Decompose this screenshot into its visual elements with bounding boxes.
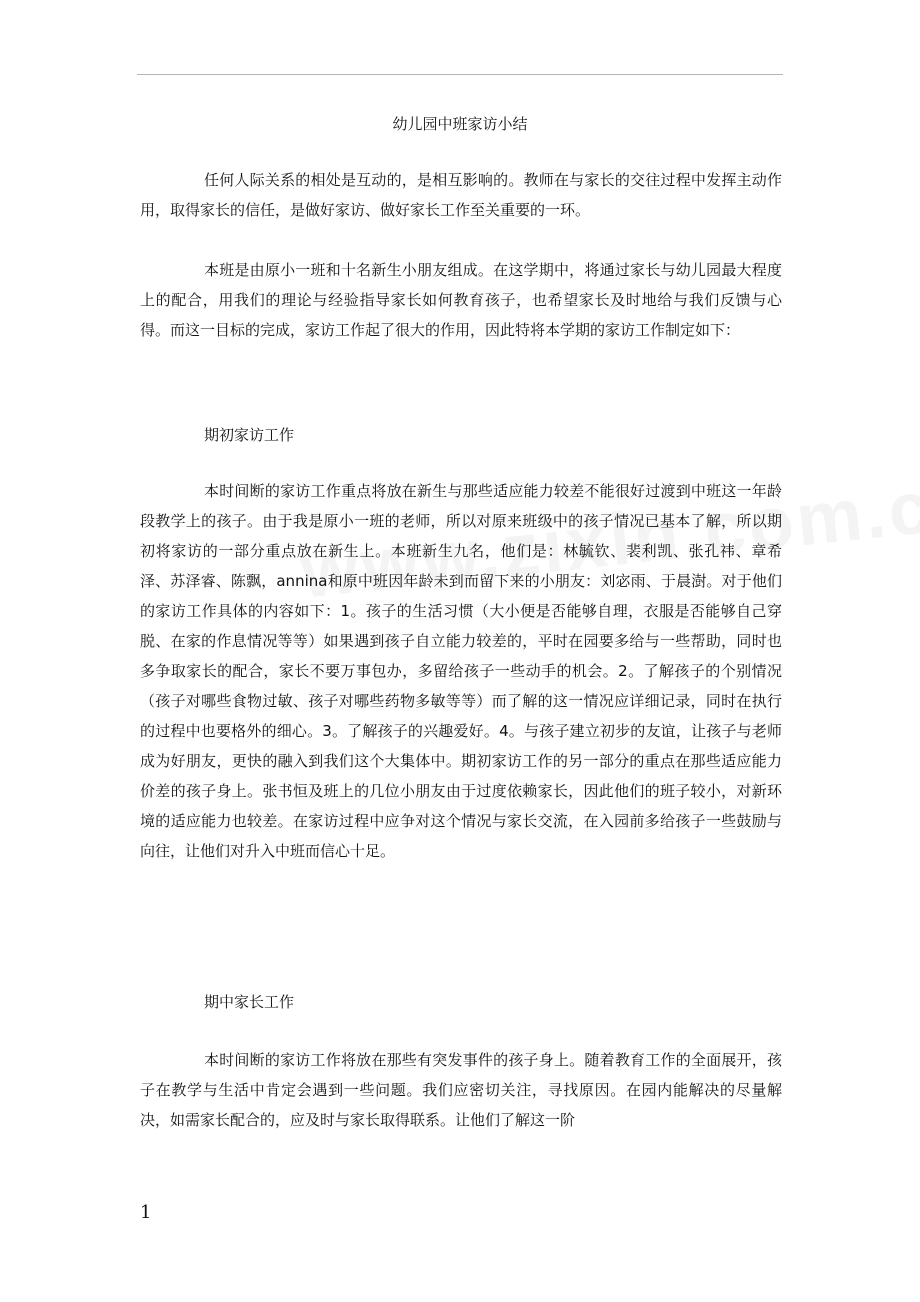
section-body-mid: 本时间断的家访工作将放在那些有突发事件的孩子身上。随着教育工作的全面展开，孩子在教学与生活中肯定会遇到一些问题。我们应密切关注，寻找原因。在园内能解决的尽量解决，如需家长配合的，应及时与家长取得联系。让他们了解这一阶 (140, 1051, 782, 1129)
intro-paragraph-2: 本班是由原小一班和十名新生小朋友组成。在这学期中，将通过家长与幼儿园最大程度上的配合，用我们的理论与经验指导家长如何教育孩子，也希望家长及时地给与我们反馈与心得。而这一目标的完成，家访工作起了很大的作用，因此特将本学期的家访工作制定如下： (140, 261, 782, 339)
header-rule (137, 74, 783, 75)
page-number: 1 (140, 1202, 152, 1223)
section-body-early: 本时间断的家访工作重点将放在新生与那些适应能力较差不能很好过渡到中班这一年龄段教学上的孩子。由于我是原小一班的老师，所以对原来班级中的孩子情况已基本了解，所以期初将家访的一部分重点放在新生上。本班新生九名，他们是：林毓钦、裴利凯、张孔祎、章希泽、苏泽睿、陈飘，annina和原中班因年龄未到而留下来的小朋友：刘宓雨、于晨澍。对于他们的家访工作具体的内容如下：1。孩子的生活习惯（大小便是否能够自理，衣服是否能够自己穿脱、在家的作息情况等等）如果遇到孩子自立能力较差的，平时在园要多给与一些帮助，同时也多争取家长的配合，家长不要万事包办，多留给孩子一些动手的机会。2。了解孩子的个别情况（孩子对哪些食物过敏、孩子对哪些药物多敏等等）而了解的这一情况应详细记录，同时在执行的过程中也要格外的细心。3。了解孩子的兴趣爱好。4。与孩子建立初步的友谊，让孩子与老师成为好朋友，更快的融入到我们这个大集体中。期初家访工作的另一部分的重点在那些适应能力价差的孩子身上。张书恒及班上的几位小朋友由于过度依赖家长，因此他们的班子较小，对新环境的适应能力也较差。在家访过程中应争对这个情况与家长交流，在入园前多给孩子一些鼓励与向往，让他们对升入中班而信心十足。 (140, 482, 782, 860)
section-heading-mid: 期中家长工作 (204, 993, 295, 1011)
section-heading-early: 期初家访工作 (204, 426, 295, 444)
page-title: 幼儿园中班家访小结 (392, 115, 528, 133)
intro-paragraph-1: 任何人际关系的相处是互动的，是相互影响的。教师在与家长的交往过程中发挥主动作用，取得家长的信任，是做好家访、做好家长工作至关重要的一环。 (140, 171, 782, 219)
